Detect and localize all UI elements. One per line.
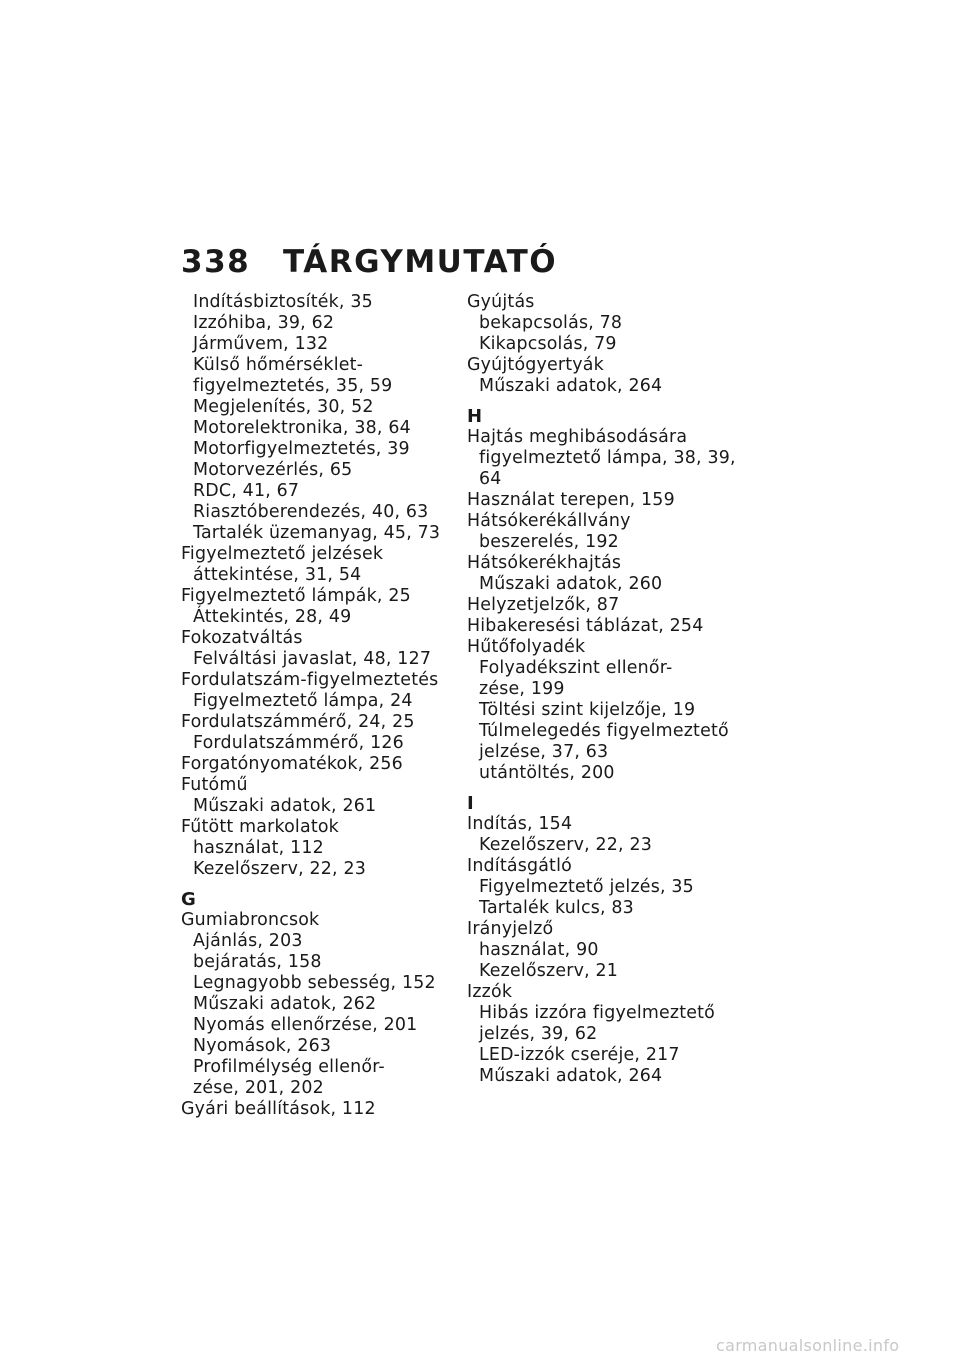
index-entry: Gumiabroncsok (181, 910, 320, 930)
index-entry: Legnagyobb sebesség, 152 (193, 973, 436, 993)
page-header (181, 244, 557, 284)
index-entry: Tartalék üzemanyag, 45, 73 (193, 523, 441, 543)
index-entry: Gyújtógyertyák (467, 355, 604, 375)
index-entry: Helyzetjelzők, 87 (467, 595, 620, 615)
index-entry: Megjelenítés, 30, 52 (193, 397, 374, 417)
index-entry: Műszaki adatok, 264 (479, 1066, 663, 1086)
index-entry: figyelmeztető lámpa, 38, 39, (479, 448, 736, 468)
index-entry: jelzése, 37, 63 (479, 742, 609, 762)
index-entry: Fordulatszámmérő, 126 (193, 733, 404, 753)
watermark: carmanualsonline.info (716, 1336, 900, 1355)
index-entry: Riasztóberendezés, 40, 63 (193, 502, 429, 522)
index-entry: Fűtött markolatok (181, 817, 339, 837)
index-entry: Indításgátló (467, 856, 572, 876)
index-letter-h: H (467, 406, 483, 427)
index-column-right (467, 292, 737, 1087)
index-entry: Tartalék kulcs, 83 (479, 898, 634, 918)
index-entry: Gyújtás (467, 292, 535, 312)
index-entry: Műszaki adatok, 264 (479, 376, 663, 396)
index-entry: Műszaki adatok, 260 (479, 574, 663, 594)
index-entry: áttekintése, 31, 54 (193, 565, 362, 585)
index-entry: zése, 199 (479, 679, 565, 699)
index-entry: Nyomások, 263 (193, 1036, 332, 1056)
index-entry: bekapcsolás, 78 (479, 313, 623, 333)
index-entry: Fordulatszám-figyelmeztetés (181, 670, 439, 690)
index-entry: utántöltés, 200 (479, 763, 615, 783)
index-letter-i: I (467, 793, 474, 814)
index-entry: Motorfigyelmeztetés, 39 (193, 439, 410, 459)
index-entry: Hátsókerékhajtás (467, 553, 622, 573)
index-column-left (181, 292, 451, 1120)
index-entry: Kezelőszerv, 21 (479, 961, 619, 981)
index-entry: Figyelmeztető lámpák, 25 (181, 586, 411, 606)
index-entry: Irányjelző (467, 919, 554, 939)
index-entry: Áttekintés, 28, 49 (193, 607, 352, 627)
index-entry: Kikapcsolás, 79 (479, 334, 617, 354)
index-entry: RDC, 41, 67 (193, 481, 300, 501)
page-number: 338 (181, 244, 251, 280)
index-entry: Hibás izzóra figyelmeztető (479, 1003, 716, 1023)
index-entry: bejáratás, 158 (193, 952, 322, 972)
index-entry: Forgatónyomatékok, 256 (181, 754, 403, 774)
index-entry: Műszaki adatok, 261 (193, 796, 377, 816)
index-entry: Külső hőmérséklet- (193, 355, 364, 375)
index-entry: Járművem, 132 (193, 334, 329, 354)
index-entry: jelzés, 39, 62 (479, 1024, 598, 1044)
index-entry: használat, 90 (479, 940, 599, 960)
index-entry: Fokozatváltás (181, 628, 303, 648)
index-entry: Izzók (467, 982, 513, 1002)
index-entry: Indításbiztosíték, 35 (193, 292, 373, 312)
page-title: TÁRGYMUTATÓ (283, 244, 558, 280)
index-entry: Túlmelegedés figyelmeztető (479, 721, 729, 741)
index-entry: zése, 201, 202 (193, 1078, 324, 1098)
index-entry: 64 (479, 469, 502, 489)
index-entry: Folyadékszint ellenőr- (479, 658, 673, 678)
index-entry: LED-izzók cseréje, 217 (479, 1045, 680, 1065)
index-entry: használat, 112 (193, 838, 324, 858)
index-entry: Hátsókerékállvány (467, 511, 631, 531)
index-entry: Futómű (181, 775, 248, 795)
index-entry: Gyári beállítások, 112 (181, 1099, 376, 1119)
index-entry: Nyomás ellenőrzése, 201 (193, 1015, 418, 1035)
index-entry: Motorelektronika, 38, 64 (193, 418, 411, 438)
index-entry: Figyelmeztető jelzés, 35 (479, 877, 694, 897)
index-entry: Figyelmeztető jelzések (181, 544, 384, 564)
index-entry: Hajtás meghibásodására (467, 427, 688, 447)
index-entry: Motorvezérlés, 65 (193, 460, 353, 480)
index-entry: Ajánlás, 203 (193, 931, 303, 951)
index-entry: Hibakeresési táblázat, 254 (467, 616, 704, 636)
index-entry: Hűtőfolyadék (467, 637, 586, 657)
index-entry: beszerelés, 192 (479, 532, 619, 552)
index-letter-g: G (181, 889, 196, 910)
index-entry: Figyelmeztető lámpa, 24 (193, 691, 413, 711)
index-entry: Használat terepen, 159 (467, 490, 675, 510)
index-entry: Műszaki adatok, 262 (193, 994, 377, 1014)
index-entry: figyelmeztetés, 35, 59 (193, 376, 393, 396)
index-entry: Profilmélység ellenőr- (193, 1057, 385, 1077)
index-entry: Töltési szint kijelzője, 19 (479, 700, 696, 720)
index-entry: Indítás, 154 (467, 814, 573, 834)
index-entry: Kezelőszerv, 22, 23 (193, 859, 367, 879)
index-entry: Fordulatszámmérő, 24, 25 (181, 712, 415, 732)
index-entry: Felváltási javaslat, 48, 127 (193, 649, 432, 669)
index-entry: Izzóhiba, 39, 62 (193, 313, 335, 333)
index-entry: Kezelőszerv, 22, 23 (479, 835, 653, 855)
